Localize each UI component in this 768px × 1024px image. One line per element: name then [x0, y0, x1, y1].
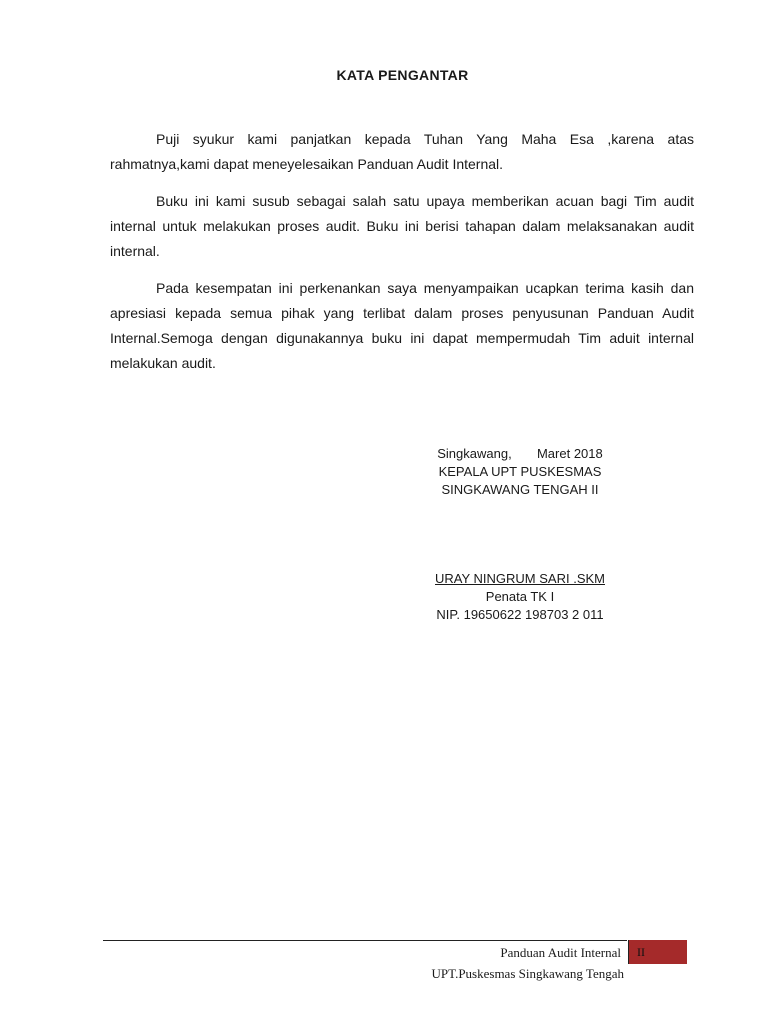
signatory-nip: NIP. 19650622 198703 2 011	[436, 607, 604, 622]
signatory-rank: Penata TK I	[485, 589, 555, 604]
paragraph-3: Pada kesempatan ini perkenankan saya menyampaikan ucapkan terima kasih dan apresiasi kepada semua pihak yang terlibat dalam proses penyusunan Panduan Audit Internal.Semoga dengan digunakannya buku ini dapat mempermudah Tim aduit internal melakukan audit.	[110, 280, 694, 371]
footer-divider	[103, 940, 627, 941]
position-line-2: SINGKAWANG TENGAH II	[441, 482, 599, 497]
page-title: KATA PENGANTAR	[336, 67, 469, 83]
signature-block	[410, 570, 630, 624]
body-text	[110, 127, 694, 388]
signature-header	[410, 445, 630, 499]
footer-page-number: II	[628, 940, 687, 964]
paragraph-1: Puji syukur kami panjatkan kepada Tuhan Yang Maha Esa ,karena atas rahmatnya,kami dapat meneyelesaikan Panduan Audit Internal.	[110, 131, 694, 172]
place-date: Singkawang, Maret 2018	[437, 446, 603, 461]
paragraph-2: Buku ini kami susub sebagai salah satu upaya memberikan acuan bagi Tim audit internal untuk melakukan proses audit. Buku ini berisi tahapan dalam melaksanakan audit internal.	[110, 193, 694, 259]
footer-doc-title: Panduan Audit Internal	[500, 945, 621, 960]
footer-organization: UPT.Puskesmas Singkawang Tengah	[431, 966, 624, 981]
position-line-1: KEPALA UPT PUSKESMAS	[438, 464, 602, 479]
signatory-name: URAY NINGRUM SARI .SKM	[435, 571, 605, 586]
